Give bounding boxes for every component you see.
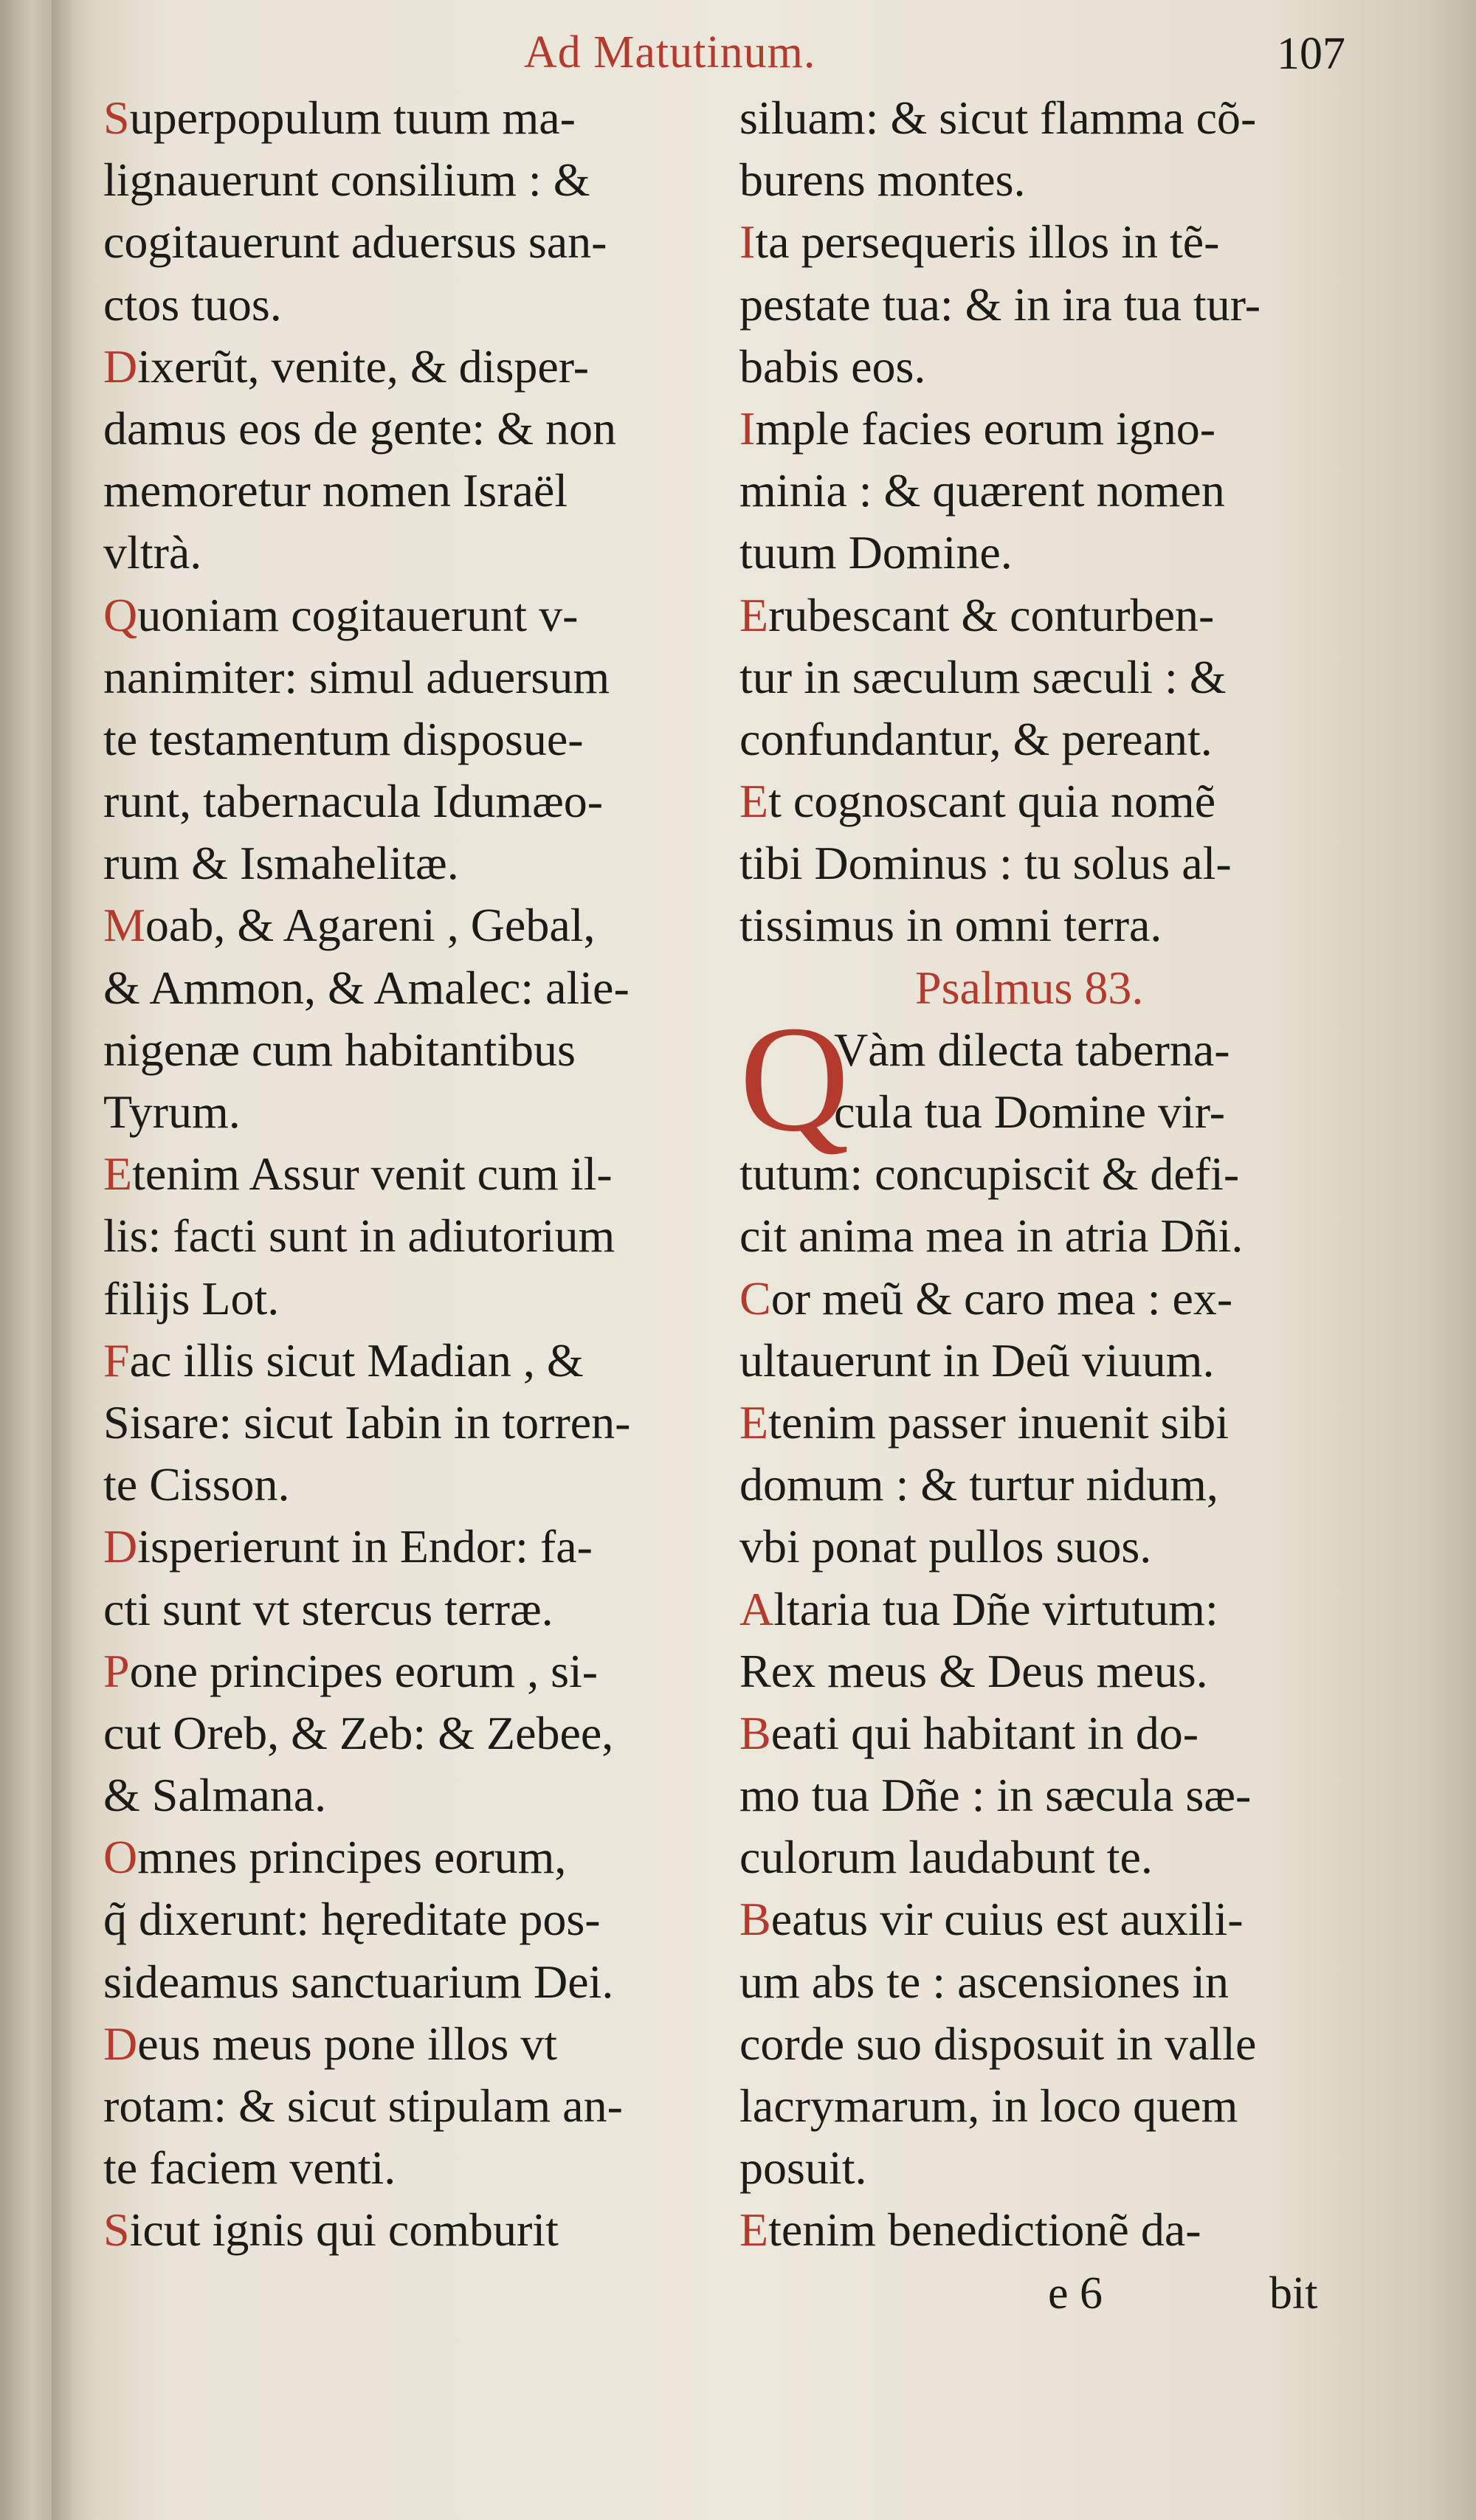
rubricated-initial: E (103, 1147, 133, 1201)
text-line (739, 708, 1359, 770)
text-line (103, 1702, 716, 1764)
rubricated-initial: I (739, 401, 756, 455)
line-text: uoniam cogitauerunt v- (137, 588, 579, 641)
line-text: Sisare: sicut Iabin in torren- (103, 1395, 631, 1449)
text-line (739, 149, 1359, 211)
rubricated-initial: S (103, 92, 130, 144)
line-text: isperierunt in Endor: fa- (137, 1520, 593, 1573)
line-text: culorum laudabunt te. (739, 1831, 1153, 1884)
verse-first-line (739, 770, 1359, 832)
text-line (103, 211, 716, 273)
line-text: runt, tabernacula Idumæo- (103, 775, 604, 828)
line-text: oab, & Agareni , Gebal, (145, 899, 596, 952)
line-text: domum : & turtur nidum, (739, 1458, 1218, 1511)
line-text: cut Oreb, & Zeb: & Zebee, (103, 1706, 614, 1759)
verse-first-line (103, 584, 716, 646)
verse-first-line (103, 1640, 716, 1702)
line-text: ac illis sicut Madian , & (129, 1333, 584, 1387)
text-line (739, 522, 1359, 584)
verse-first-line (103, 894, 716, 956)
line-text: siluam: & sicut flamma cõ- (739, 92, 1257, 144)
text-line (739, 1205, 1359, 1267)
rubricated-initial: F (103, 1333, 130, 1387)
running-head: Ad Matutinum. (524, 27, 816, 77)
rubricated-initial: O (103, 1831, 138, 1884)
line-text: rum & Ismahelitæ. (103, 837, 459, 890)
line-text: uperpopulum tuum ma- (129, 92, 576, 144)
line-text: um abs te : ascensiones in (739, 1955, 1229, 2008)
line-text: mo tua Dñe : in sæcula sæ- (739, 1769, 1252, 1822)
catchword: bit (1269, 2268, 1318, 2319)
line-text: tuum Domine. (739, 526, 1013, 579)
line-text: confundantur, & pereant. (739, 712, 1213, 765)
rubricated-initial: Q (103, 588, 138, 641)
line-text: vltrà. (103, 526, 202, 579)
verse-first-line (103, 87, 716, 149)
signature-mark: e 6 (1048, 2268, 1103, 2319)
line-text: ltaria tua Dñe virtutum: (773, 1582, 1218, 1635)
line-text: rubescant & conturben- (768, 588, 1215, 641)
line-text: te faciem venti. (103, 2141, 396, 2195)
text-line (103, 149, 716, 211)
verse-first-line (103, 2199, 716, 2261)
text-line (739, 646, 1359, 708)
text-line (103, 398, 716, 460)
line-text: tenim passer inuenit sibi (768, 1395, 1229, 1449)
text-line (103, 1454, 716, 1516)
decorated-initial: Q (739, 993, 849, 1163)
line-text: corde suo disposuit in valle (739, 2017, 1257, 2070)
verse-first-line (103, 1330, 716, 1392)
text-line (739, 2137, 1359, 2199)
line-text: memoretur nomen Israël (103, 464, 568, 517)
rubricated-initial: D (103, 2017, 138, 2070)
text-line (739, 2075, 1359, 2137)
rubricated-initial: D (103, 339, 138, 393)
line-text: Rex meus & Deus meus. (739, 1644, 1208, 1697)
line-text: one principes eorum , si- (129, 1644, 599, 1697)
page-footer (1048, 2262, 1358, 2324)
line-text: nanimiter: simul aduersum (103, 650, 610, 703)
line-text: ctos tuos. (103, 277, 282, 331)
book-spine (0, 0, 52, 2520)
text-line (739, 336, 1359, 398)
text-line (739, 1640, 1359, 1702)
verse-first-line (739, 584, 1359, 646)
line-text: mple facies eorum igno- (755, 401, 1216, 455)
line-text: minia : & quærent nomen (739, 464, 1225, 517)
line-text: babis eos. (739, 339, 926, 393)
verse-first-line (739, 1268, 1359, 1330)
line-text: tenim benedictionẽ da- (768, 2203, 1201, 2257)
text-line (103, 1205, 716, 1267)
rubricated-initial: B (739, 1893, 771, 1946)
verse-first-line (739, 1578, 1359, 1640)
text-line (739, 1951, 1359, 2013)
verse-first-line (739, 2199, 1359, 2261)
text-line (739, 1516, 1359, 1578)
line-text: mnes principes eorum, (137, 1831, 567, 1884)
line-text: posuit. (739, 2141, 867, 2195)
text-line (739, 894, 1359, 956)
rubricated-initial: D (103, 1520, 138, 1573)
text-line (103, 832, 716, 894)
text-line: Vàm dilecta taberna- (834, 1023, 1230, 1076)
verse-first-line (103, 1516, 716, 1578)
text-line (739, 460, 1359, 522)
text-line (103, 1951, 716, 2013)
text-line (103, 274, 716, 336)
verse-first-line (103, 1143, 716, 1205)
line-text: & Ammon, & Amalec: alie- (103, 961, 630, 1014)
rubricated-initial: M (103, 899, 145, 952)
rubricated-initial: B (739, 1706, 771, 1759)
line-text: tur in sæculum sæculi : & (739, 650, 1227, 703)
text-line (103, 1764, 716, 1826)
rubricated-initial: P (103, 1644, 130, 1697)
line-text: nigenæ cum habitantibus (103, 1023, 576, 1076)
rubricated-initial: E (739, 588, 769, 641)
text-line (103, 1268, 716, 1330)
line-text: or meũ & caro mea : ex- (770, 1271, 1233, 1325)
verse-first-line (739, 398, 1359, 460)
text-line (103, 1888, 716, 1950)
text-line (739, 274, 1359, 336)
line-text: tibi Dominus : tu solus al- (739, 837, 1232, 890)
text-line (103, 460, 716, 522)
line-text: eus meus pone illos vt (137, 2017, 558, 2070)
text-line (103, 957, 716, 1019)
line-text: tenim Assur venit cum il- (132, 1147, 613, 1201)
line-text: sideamus sanctuarium Dei. (103, 1955, 614, 2008)
text-line (739, 1454, 1359, 1516)
verse-first-line (103, 1826, 716, 1888)
text-line (739, 1764, 1359, 1826)
line-text: ta persequeris illos in tẽ- (755, 215, 1220, 269)
text-line (103, 522, 716, 584)
psalm-title: Psalmus 83. (915, 961, 1144, 1014)
line-text: eati qui habitant in do- (770, 1706, 1199, 1759)
line-text: q̃ dixerunt: hęreditate pos- (103, 1893, 601, 1946)
text-line (103, 1081, 716, 1143)
verse-first-line (739, 1888, 1359, 1950)
rubricated-initial: E (739, 775, 769, 828)
rubricated-initial: C (739, 1271, 771, 1325)
page-gutter-shadow (52, 0, 74, 2520)
line-text: ultauerunt in Deũ viuum. (739, 1333, 1215, 1387)
page-header (0, 19, 1476, 78)
psalm-opening (739, 993, 1359, 1163)
left-text-column (103, 87, 716, 2262)
line-text: cit anima mea in atria Dñi. (739, 1209, 1244, 1263)
text-line (103, 708, 716, 770)
line-text: & Salmana. (103, 1769, 327, 1822)
line-text: tissimus in omni terra. (739, 899, 1162, 952)
line-text: eatus vir cuius est auxili- (770, 1893, 1244, 1946)
text-line (103, 770, 716, 832)
text-line (739, 1826, 1359, 1888)
line-text: te testamentum disposue- (103, 712, 584, 765)
rubricated-initial: E (739, 2203, 769, 2257)
text-line (103, 1019, 716, 1081)
rubricated-initial: A (739, 1582, 774, 1635)
text-line (103, 2137, 716, 2199)
rubricated-initial: S (103, 2203, 130, 2257)
text-line (739, 1330, 1359, 1392)
text-line (103, 1578, 716, 1640)
verse-first-line (103, 2013, 716, 2075)
verse-first-line (739, 211, 1359, 273)
verse-first-line (739, 1392, 1359, 1454)
line-text: ixerũt, venite, & disper- (137, 339, 590, 393)
line-text: burens montes. (739, 153, 1026, 207)
line-text: tutum: concupiscit & defi- (739, 1147, 1240, 1201)
line-text: Tyrum. (103, 1085, 241, 1138)
line-text: lis: facti sunt in adiutorium (103, 1209, 615, 1263)
line-text: cogitauerunt aduersus san- (103, 215, 607, 269)
text-line (739, 87, 1359, 149)
page-number: 107 (1277, 29, 1345, 79)
line-text: rotam: & sicut stipulam an- (103, 2079, 623, 2132)
verse-first-line (103, 336, 716, 398)
text-line (739, 2013, 1359, 2075)
text-line (103, 2075, 716, 2137)
text-line (103, 646, 716, 708)
line-text: pestate tua: & in ira tua tur- (739, 277, 1261, 331)
line-text: damus eos de gente: & non (103, 401, 616, 455)
line-text: filijs Lot. (103, 1271, 280, 1325)
line-text: te Cisson. (103, 1458, 290, 1511)
psalm-83-verses (739, 1143, 1359, 2261)
verse-first-line (739, 1702, 1359, 1764)
line-text: lacrymarum, in loco quem (739, 2079, 1238, 2132)
psalm-82-conclusion (739, 87, 1359, 957)
right-text-column (739, 87, 1359, 2262)
rubricated-initial: E (739, 1395, 769, 1449)
rubricated-initial: I (739, 215, 756, 269)
text-line (739, 832, 1359, 894)
line-text: vbi ponat pullos suos. (739, 1520, 1152, 1573)
text-line (103, 1392, 716, 1454)
line-text: t cognoscant quia nomẽ (768, 775, 1216, 828)
line-text: cti sunt vt stercus terræ. (103, 1582, 554, 1635)
line-text: lignauerunt consilium : & (103, 153, 590, 207)
text-line: cula tua Domine vir- (834, 1085, 1226, 1138)
line-text: icut ignis qui comburit (129, 2203, 559, 2257)
